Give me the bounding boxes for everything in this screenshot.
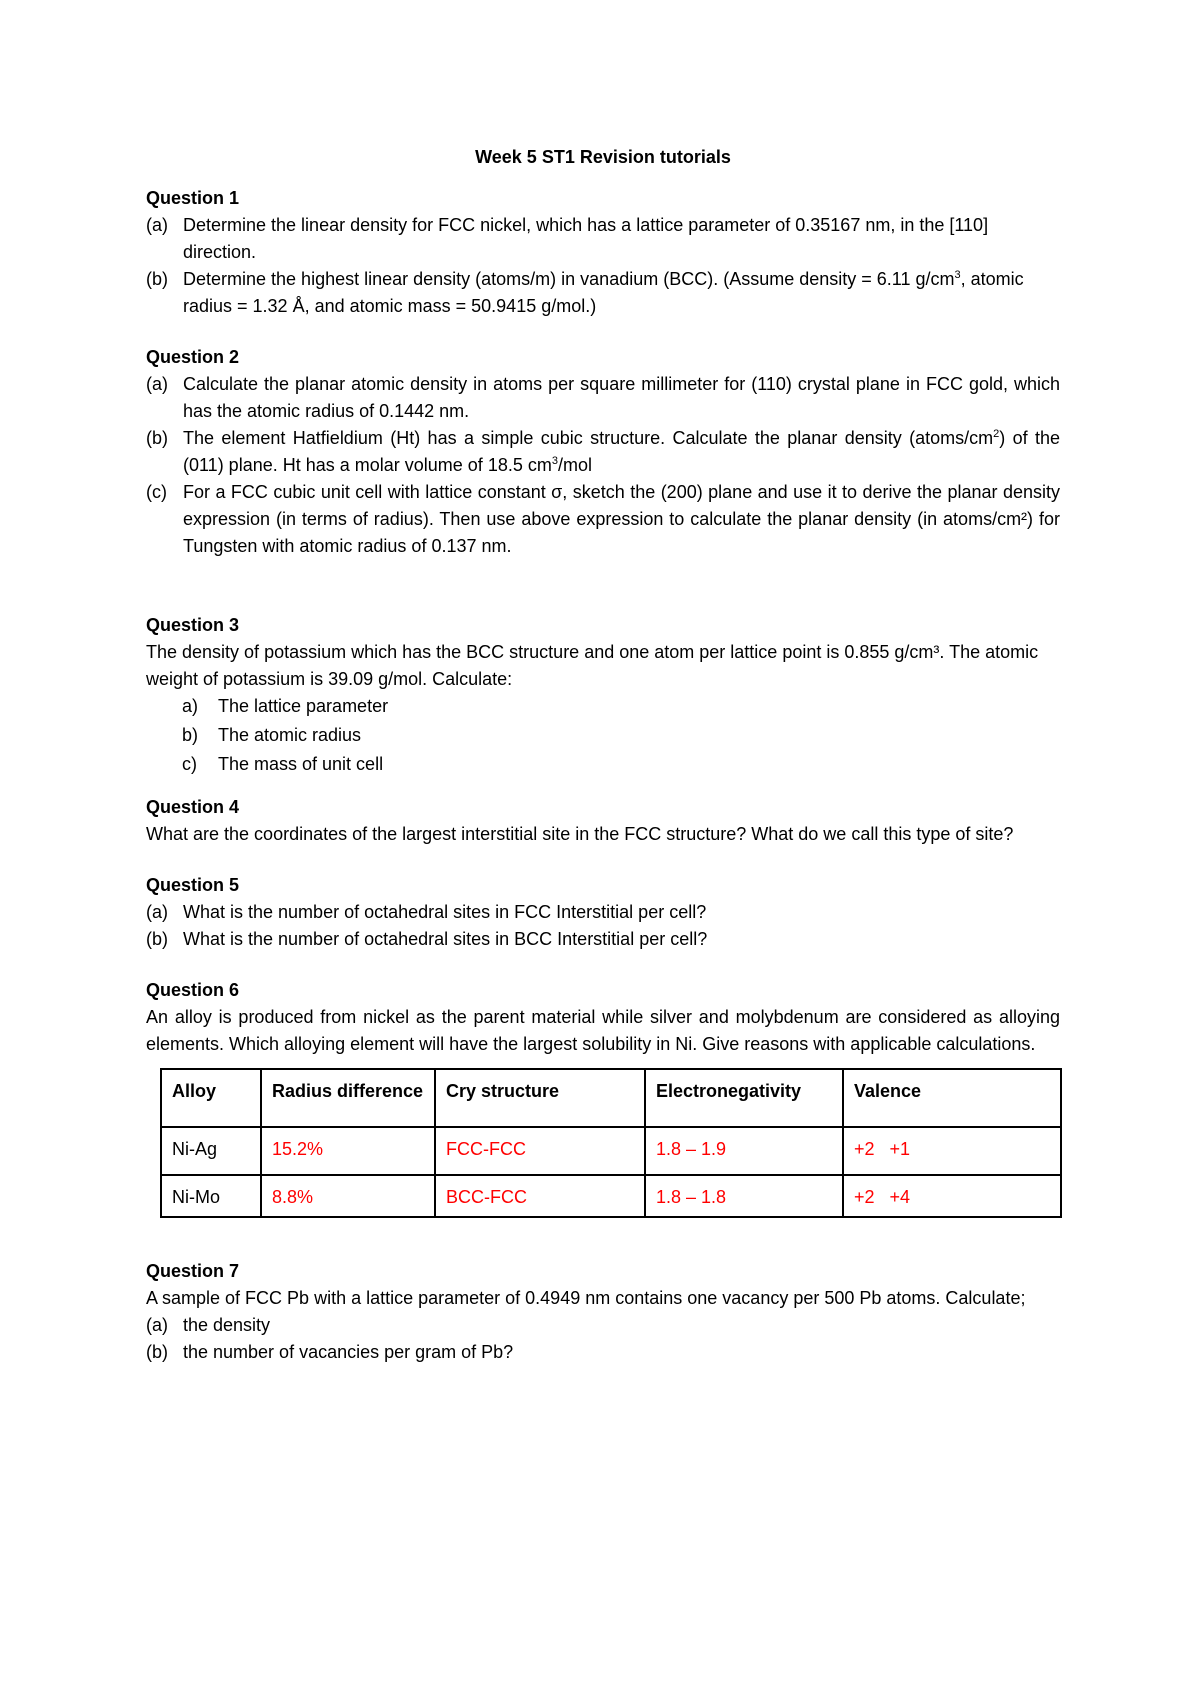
question-6-text: An alloy is produced from nickel as the parent material while silver and molybdenum are considered as alloying elements. Which alloying element will have the largest solubility in Ni. Give reasons with applicable calculations. [146,1007,1060,1054]
question-4-heading: Question 4 [146,797,240,817]
item-text: The atomic radius [218,725,362,745]
item-text [183,266,1060,320]
question-1-heading: Question 1 [146,188,240,208]
item-text: The lattice parameter [218,696,389,716]
item-text: What is the number of octahedral sites in FCC Interstitial per cell? [183,902,707,922]
question-4-text: What are the coordinates of the largest interstitial site in the FCC structure? What do we call this type of site? [146,824,1014,844]
table-cell: Ni-Ag [161,1127,261,1175]
question-3c [146,751,1060,778]
item-label: (b) [146,1342,168,1362]
table-cell: BCC-FCC [435,1175,645,1217]
text-part: The element Hatfieldium (Ht) has a simple cubic structure. Calculate the planar density (atoms/cm [183,428,994,448]
item-label: a) [182,696,199,716]
question-2c [146,479,1060,560]
item-text: Determine the linear density for FCC nickel, which has a lattice parameter of 0.35167 nm, in the [110] direction. [183,215,989,262]
item-label: (c) [146,482,167,502]
question-1b [146,266,1060,320]
document-content [146,144,1060,1366]
table-header-cell: Radius difference [261,1069,435,1127]
question-1a [146,212,1060,266]
text-part: Determine the highest linear density (atoms/m) in vanadium (BCC). (Assume density = 6.11 g/cm [183,269,955,289]
item-text [183,425,1060,479]
table-cell: 15.2% [261,1127,435,1175]
alloy-table [160,1068,1062,1218]
table-cell: 8.8% [261,1175,435,1217]
page-title: Week 5 ST1 Revision tutorials [475,147,731,167]
text-part: /mol [557,455,592,475]
table-cell: Ni-Mo [161,1175,261,1217]
item-label: (a) [146,902,168,922]
table-header-cell: Alloy [161,1069,261,1127]
item-text: Calculate the planar atomic density in atoms per square millimeter for (110) crystal plane in FCC gold, which has the atomic radius of 0.1442 nm. [183,374,1060,421]
question-5a [146,899,1060,926]
table-header-row [161,1069,1061,1127]
question-7a [146,1312,1060,1339]
table-row [161,1175,1061,1217]
item-text: the number of vacancies per gram of Pb? [183,1342,514,1362]
table-header-cell: Cry structure [435,1069,645,1127]
table-cell: +2 +4 [843,1175,1061,1217]
item-label: (b) [146,929,168,949]
question-7-heading: Question 7 [146,1261,240,1281]
item-label: (a) [146,374,168,394]
item-text: What is the number of octahedral sites in BCC Interstitial per cell? [183,929,708,949]
superscript: 2 [993,428,1000,440]
item-label: b) [182,725,199,745]
superscript: 3 [954,269,961,281]
question-3b [146,722,1060,749]
question-3-heading: Question 3 [146,615,240,635]
question-2a [146,371,1060,425]
question-5-heading: Question 5 [146,875,240,895]
text-part: , atomic radius = 1.32 Å, and atomic mass = 50.9415 g/mol.) [183,269,1024,316]
item-label: (a) [146,215,168,235]
table-cell: FCC-FCC [435,1127,645,1175]
table-header-cell: Electronegativity [645,1069,843,1127]
item-label: c) [182,754,197,774]
question-5b [146,926,1060,953]
text-part: ) of the (011) plane. Ht has a molar volume of 18.5 cm [183,428,1061,475]
item-text: the density [183,1315,271,1335]
table-cell: 1.8 – 1.9 [645,1127,843,1175]
item-text: For a FCC cubic unit cell with lattice constant σ, sketch the (200) plane and use it to derive the planar density expression (in terms of radius). Then use above expression to calculate the planar density (in atoms/cm²) for Tungsten with atomic radius of 0.137 nm. [183,482,1060,556]
item-label: (b) [146,428,168,448]
question-2b [146,425,1060,479]
question-2-heading: Question 2 [146,347,240,367]
question-7b [146,1339,1060,1366]
item-text: The mass of unit cell [218,754,384,774]
table-header-cell: Valence [843,1069,1061,1127]
question-7-text: A sample of FCC Pb with a lattice parameter of 0.4949 nm contains one vacancy per 500 Pb atoms. Calculate; [146,1288,1026,1308]
table-row [161,1127,1061,1175]
question-3a [146,693,1060,720]
superscript: 3 [551,455,558,467]
table-cell: +2 +1 [843,1127,1061,1175]
question-3-text: The density of potassium which has the BCC structure and one atom per lattice point is 0.855 g/cm³. The atomic weight of potassium is 39.09 g/mol. Calculate: [146,642,1039,689]
table-cell: 1.8 – 1.8 [645,1175,843,1217]
item-label: (b) [146,269,168,289]
item-label: (a) [146,1315,168,1335]
question-6-heading: Question 6 [146,980,240,1000]
